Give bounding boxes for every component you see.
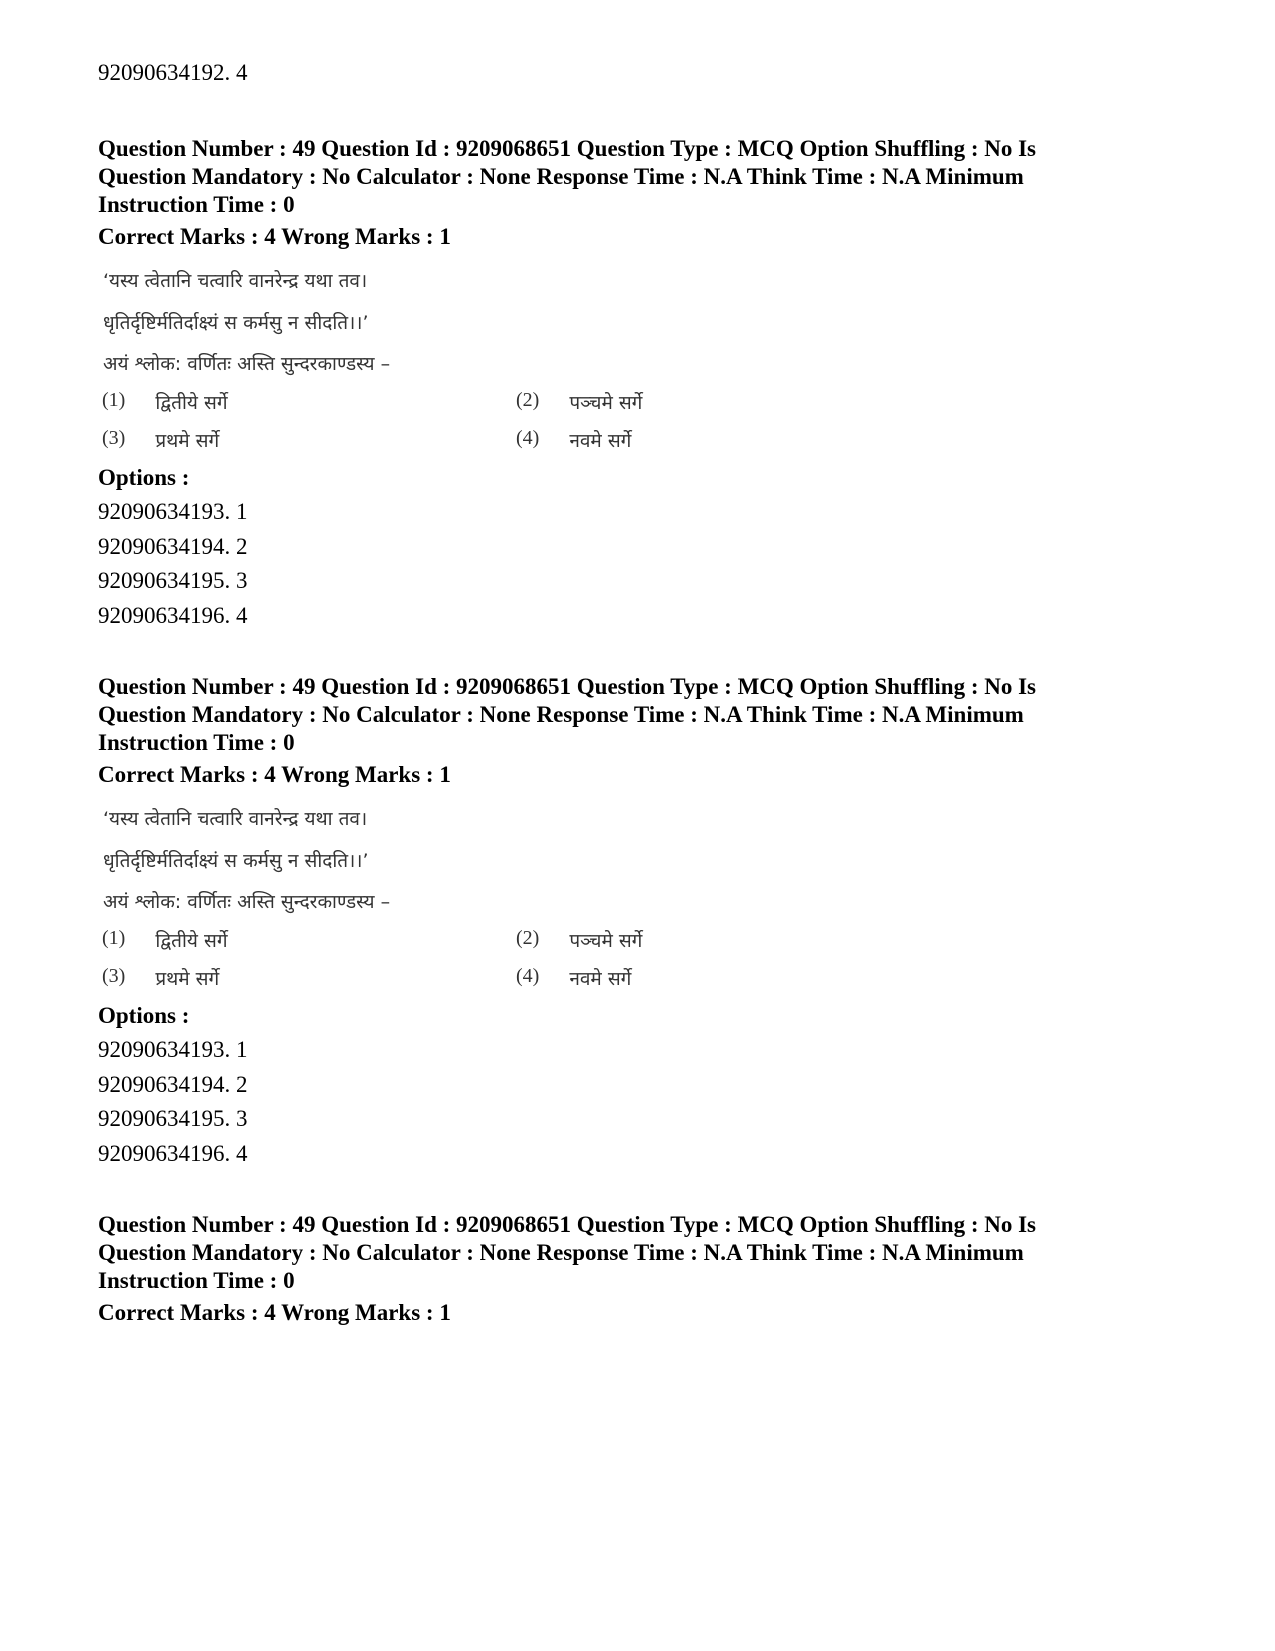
choice-number: (1) xyxy=(102,927,126,949)
choice-item xyxy=(516,427,631,453)
question-block xyxy=(98,673,1178,1171)
question-meta-line: Question Number : 49 Question Id : 9209068651 Question Type : MCQ Option Shuffling : No Is xyxy=(98,674,1037,699)
question-meta-line: Instruction Time : 0 xyxy=(98,730,295,755)
question-meta-line: Instruction Time : 0 xyxy=(98,1268,295,1293)
choice-number: (3) xyxy=(102,965,126,987)
question-meta-line: Question Number : 49 Question Id : 9209068651 Question Type : MCQ Option Shuffling : No Is xyxy=(98,1212,1037,1237)
options-heading: Options : xyxy=(98,1003,190,1028)
option-line: 92090634194. 2 xyxy=(98,533,248,559)
question-image-text xyxy=(98,251,1178,451)
question-meta-line: Question Mandatory : No Calculator : None Response Time : N.A Think Time : N.A Minimum xyxy=(98,164,1024,189)
choice-label: प्रथमे सर्गे xyxy=(155,430,220,452)
choice-item xyxy=(516,389,642,415)
choice-number: (3) xyxy=(102,427,126,449)
marks-line: Correct Marks : 4 Wrong Marks : 1 xyxy=(98,1300,451,1325)
question-meta-line: Question Number : 49 Question Id : 9209068651 Question Type : MCQ Option Shuffling : No Is xyxy=(98,136,1037,161)
option-line: 92090634195. 3 xyxy=(98,1106,248,1131)
verse-line: ‘यस्य त्वेतानि चत्वारि वानरेन्द्र यथा तव। xyxy=(103,808,368,830)
choice-item xyxy=(102,927,228,953)
question-meta-line: Instruction Time : 0 xyxy=(98,192,295,217)
option-line: 92090634195. 3 xyxy=(98,568,248,593)
choice-label: द्वितीये सर्गे xyxy=(155,930,228,952)
choice-number: (2) xyxy=(516,927,540,949)
choice-item xyxy=(102,427,219,453)
question-meta-line: Question Mandatory : No Calculator : None Response Time : N.A Think Time : N.A Minimum xyxy=(98,702,1024,727)
choice-number: (4) xyxy=(516,965,540,987)
option-line: 92090634196. 4 xyxy=(98,602,248,628)
choice-number: (2) xyxy=(516,389,540,411)
verse-line: ‘यस्य त्वेतानि चत्वारि वानरेन्द्र यथा तव। xyxy=(103,270,368,292)
option-line: 92090634193. 1 xyxy=(98,499,248,524)
marks-line: Correct Marks : 4 Wrong Marks : 1 xyxy=(98,224,451,249)
choice-label: पञ्चमे सर्गे xyxy=(569,392,643,414)
question-meta-line: Question Mandatory : No Calculator : None Response Time : N.A Think Time : N.A Minimum xyxy=(98,1240,1024,1265)
choice-label: पञ्चमे सर्गे xyxy=(569,930,643,952)
verse-line: धृतिर्दृष्टिर्मतिर्दाक्ष्यं स कर्मसु न सीदति।।’ xyxy=(103,312,369,334)
prev-option-line: 92090634192. 4 xyxy=(98,60,248,85)
choice-item xyxy=(516,927,642,953)
options-heading: Options : xyxy=(98,465,190,490)
option-line: 92090634194. 2 xyxy=(98,1071,248,1097)
options-list xyxy=(98,1033,1178,1171)
question-block xyxy=(98,1211,1178,1327)
choice-label: प्रथमे सर्गे xyxy=(155,968,220,990)
question-prompt: अयं श्लोक: वर्णितः अस्ति सुन्दरकाण्डस्य – xyxy=(103,353,391,375)
choice-number: (4) xyxy=(516,427,540,449)
options-list xyxy=(98,495,1178,633)
verse-line: धृतिर्दृष्टिर्मतिर्दाक्ष्यं स कर्मसु न सीदति।।’ xyxy=(103,850,369,872)
choice-label: नवमे सर्गे xyxy=(569,968,632,990)
choice-number: (1) xyxy=(102,389,126,411)
choice-item xyxy=(516,965,631,991)
marks-line: Correct Marks : 4 Wrong Marks : 1 xyxy=(98,762,451,787)
option-line: 92090634196. 4 xyxy=(98,1140,248,1166)
choice-item xyxy=(102,965,219,991)
choice-label: द्वितीये सर्गे xyxy=(155,392,228,414)
option-line: 92090634193. 1 xyxy=(98,1037,248,1062)
choice-label: नवमे सर्गे xyxy=(569,430,632,452)
question-prompt: अयं श्लोक: वर्णितः अस्ति सुन्दरकाण्डस्य – xyxy=(103,891,391,913)
choice-item xyxy=(102,389,228,415)
question-image-text xyxy=(98,789,1178,989)
question-block xyxy=(98,135,1178,633)
